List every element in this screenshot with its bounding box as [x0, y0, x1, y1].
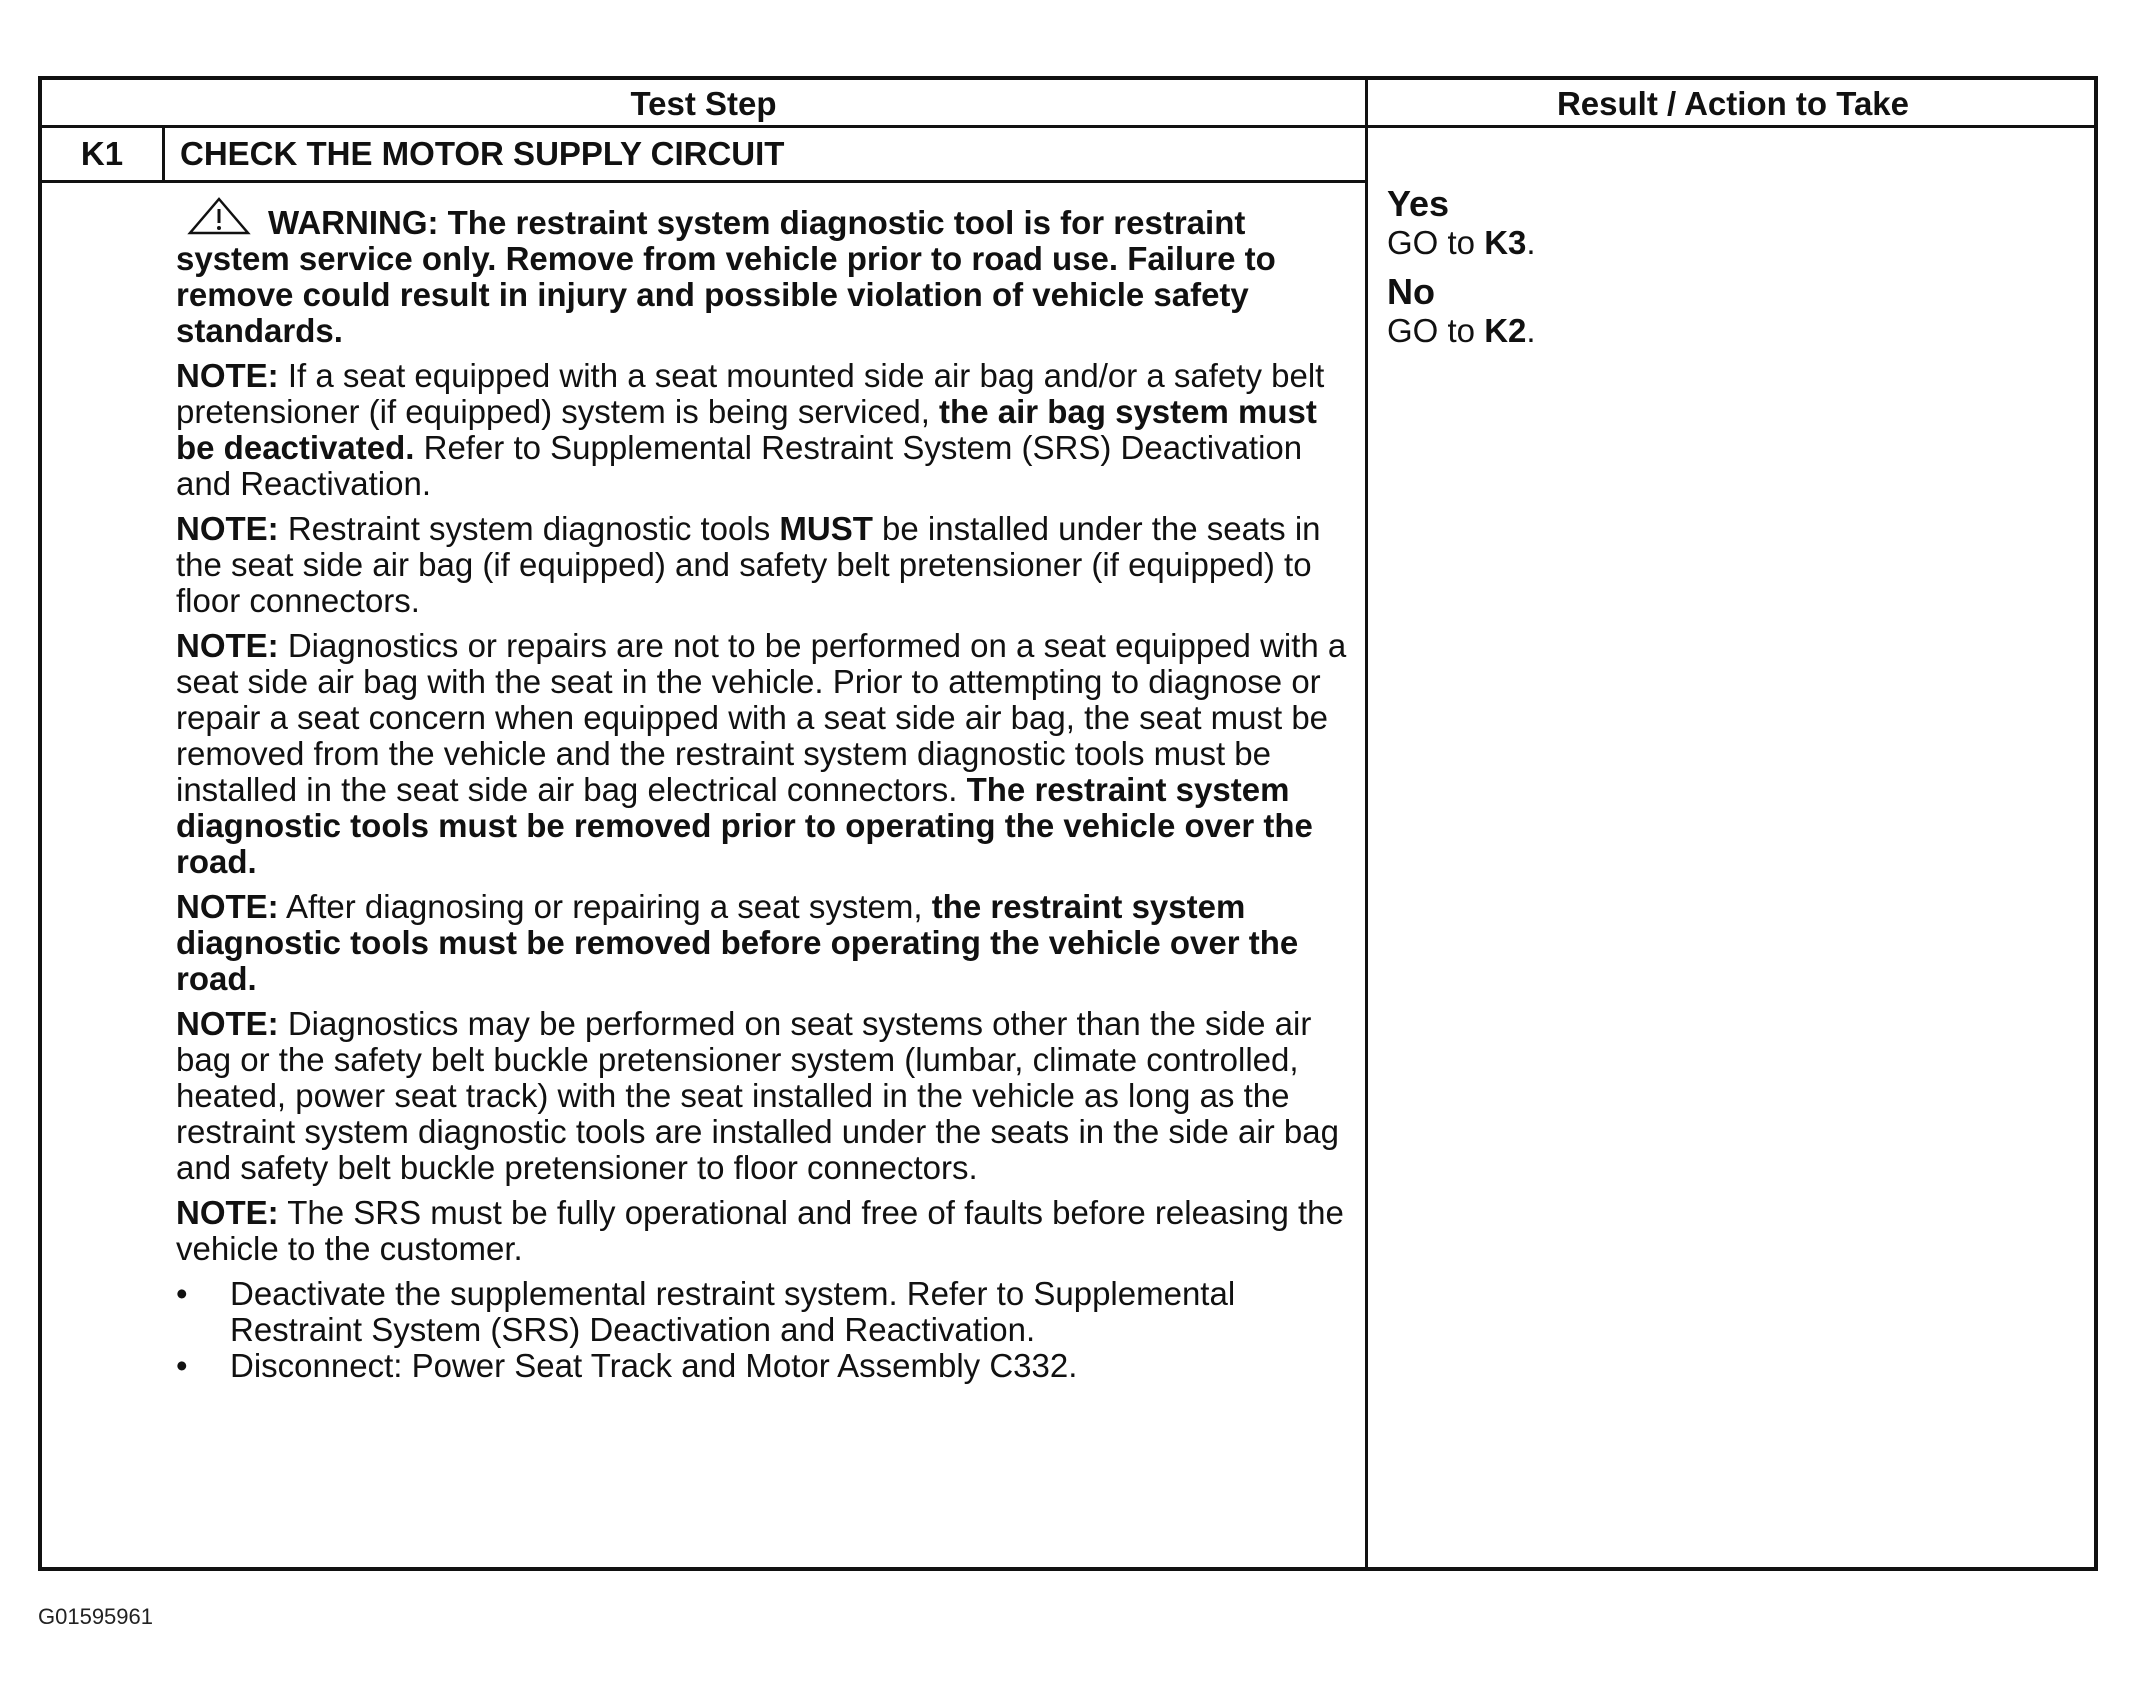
- note-label: NOTE:: [176, 510, 279, 547]
- note-text: After diagnosing or repairing a seat system,: [278, 888, 932, 925]
- step-id-divider: [162, 125, 165, 183]
- header-result-action: Result / Action to Take: [1556, 85, 1910, 122]
- note-label: NOTE:: [176, 1005, 279, 1042]
- result-action-text: GO to: [1387, 224, 1485, 261]
- note-text: Diagnostics or repairs are not to be performed on a seat equipped with a seat side air bag with the seat in the vehicle. Prior to attempting to diagnose or repair a seat concern when equipped with a seat side air bag, the seat must be removed from the vehicle and the restraint system diagnostic tools must be installed in the seat side air bag electrical connectors.: [176, 627, 1347, 808]
- result-no-label: No: [1387, 271, 1435, 312]
- note-text: Restraint system diagnostic tools: [278, 510, 780, 547]
- note-3: [176, 628, 1356, 880]
- note-1: [176, 358, 1356, 502]
- note-text: If a seat equipped with a seat mounted side air bag and/or a safety belt pretensioner (if equipped) system is being serviced,: [176, 357, 1325, 430]
- header-test-step: Test Step: [630, 85, 777, 122]
- result-no-action: [1387, 312, 2087, 350]
- note-emphasis: the air bag system must be deactivated.: [176, 393, 1317, 466]
- diagnostic-table: [38, 76, 2098, 1571]
- note-text: Diagnostics may be performed on seat systems other than the side air bag or the safety belt buckle pretensioner system (lumbar, climate controlled, heated, power seat track) with the seat installed in the vehicle as long as the restraint system diagnostic tools are installed under the seats in the side air bag and safety belt buckle pretensioner to floor connectors.: [176, 1005, 1339, 1186]
- note-5: [176, 1006, 1356, 1186]
- column-divider: [1365, 80, 1368, 1567]
- step-id: K1: [80, 135, 124, 172]
- result-no-target: K2: [1484, 312, 1527, 349]
- note-label: NOTE:: [176, 1194, 279, 1231]
- action-list: [176, 1276, 1356, 1384]
- list-item-text: Disconnect: Power Seat Track and Motor Assembly C332.: [230, 1347, 1078, 1384]
- list-item: [176, 1348, 1356, 1384]
- list-item-text: Deactivate the supplemental restraint system. Refer to Supplemental Restraint System (SRS) Deactivation and Reactivation.: [230, 1275, 1236, 1348]
- bullet-icon: •: [176, 1347, 188, 1384]
- note-emphasis: MUST: [779, 510, 873, 547]
- warning-text: WARNING: The restraint system diagnostic tool is for restraint system service only. Remove from vehicle prior to road use. Failure to remove could result in injury and possible violation of vehicle safety standards.: [176, 204, 1276, 349]
- result-action-suffix: .: [1526, 224, 1536, 261]
- note-6: [176, 1195, 1356, 1267]
- result-action-text: GO to: [1387, 312, 1485, 349]
- note-text: The SRS must be fully operational and free of faults before releasing the vehicle to the customer.: [176, 1194, 1344, 1267]
- note-emphasis: the restraint system diagnostic tools must be removed before operating the vehicle over the road.: [176, 888, 1299, 997]
- note-label: NOTE:: [176, 888, 279, 925]
- step-title: CHECK THE MOTOR SUPPLY CIRCUIT: [180, 135, 785, 172]
- note-2: [176, 511, 1356, 619]
- step-title-divider: [42, 180, 1368, 183]
- result-yes-action: [1387, 224, 2087, 262]
- list-item: [176, 1276, 1356, 1348]
- note-label: NOTE:: [176, 357, 279, 394]
- note-text: Refer to Supplemental Restraint System (SRS) Deactivation and Reactivation.: [176, 429, 1303, 502]
- note-label: NOTE:: [176, 627, 279, 664]
- result-yes-target: K3: [1484, 224, 1527, 261]
- result-yes-label: Yes: [1387, 183, 1450, 224]
- warning-paragraph: [176, 196, 1356, 349]
- note-emphasis: The restraint system diagnostic tools must be removed prior to operating the vehicle over the road.: [176, 771, 1313, 880]
- bullet-icon: •: [176, 1275, 188, 1312]
- note-4: [176, 889, 1356, 997]
- figure-id: G01595961: [38, 1604, 153, 1629]
- warning-triangle-icon: [184, 196, 254, 236]
- note-text: be installed under the seats in the seat side air bag (if equipped) and safety belt pretensioner (if equipped) to floor connectors.: [176, 510, 1321, 619]
- result-column: [1387, 184, 2087, 360]
- test-step-content: [176, 196, 1356, 1384]
- result-action-suffix: .: [1526, 312, 1536, 349]
